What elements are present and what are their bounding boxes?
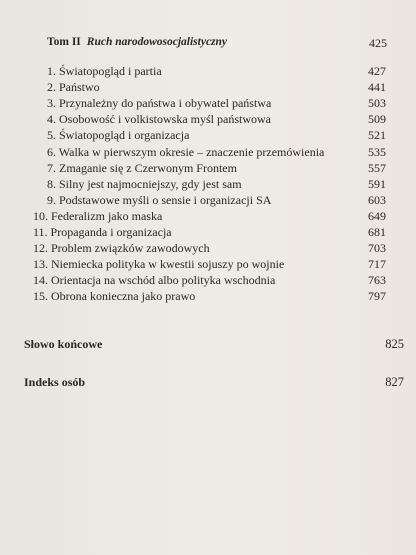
chapter-title: 12. Problem związków zawodowych xyxy=(33,241,210,256)
chapter-page-number: 535 xyxy=(368,144,386,159)
chapter-page-number: 427 xyxy=(368,64,386,78)
afterword-page: 825 xyxy=(385,337,404,351)
chapter-page-number: 521 xyxy=(368,128,386,143)
chapter-title: 5. Światopogląd i organizacja xyxy=(47,128,190,143)
chapter-title: 11. Propaganda i organizacja xyxy=(33,225,172,239)
chapter-page-number: 717 xyxy=(368,257,386,272)
chapter-row xyxy=(47,128,392,145)
chapter-row xyxy=(33,273,392,290)
chapter-title: 4. Osobowość i volkistowska myśl państwowa xyxy=(47,112,271,127)
chapter-row xyxy=(47,161,392,178)
chapter-title: 8. Silny jest najmocniejszy, gdy jest sam xyxy=(47,176,242,191)
chapter-page-number: 509 xyxy=(368,112,386,127)
index-page: 827 xyxy=(385,375,404,389)
chapter-page-number: 681 xyxy=(368,225,386,239)
afterword-label: Słowo końcowe xyxy=(24,337,103,351)
chapter-page-number: 603 xyxy=(368,192,386,207)
chapter-title: 7. Zmaganie się z Czerwonym Frontem xyxy=(47,160,237,175)
chapter-row xyxy=(47,112,392,129)
chapter-title: 2. Państwo xyxy=(47,80,100,95)
chapter-row xyxy=(33,209,392,226)
tome-label: Tom II xyxy=(47,36,81,48)
chapter-title: 15. Obrona konieczna jako prawo xyxy=(33,289,196,304)
chapter-page-number: 649 xyxy=(368,208,386,223)
chapter-page-number: 703 xyxy=(368,241,386,256)
chapter-title: 6. Walka w pierwszym okresie – znaczenie przemówienia xyxy=(47,144,325,159)
chapter-page-number: 503 xyxy=(368,96,386,111)
chapter-row xyxy=(47,64,392,81)
chapter-title: 10. Federalizm jako maska xyxy=(33,208,163,223)
chapter-title: 14. Orientacja na wschód albo polityka wschodnia xyxy=(33,273,276,288)
chapter-page-number: 441 xyxy=(368,80,386,95)
chapter-page-number: 763 xyxy=(368,273,386,288)
chapter-row xyxy=(47,193,392,210)
chapter-page-number: 797 xyxy=(368,289,386,304)
chapter-row xyxy=(47,80,392,97)
chapter-row xyxy=(47,177,392,194)
part-heading xyxy=(47,36,387,48)
chapter-page-number: 591 xyxy=(368,176,386,191)
index-label: Indeks osób xyxy=(24,375,86,389)
chapter-row xyxy=(33,257,392,274)
chapter-title: 13. Niemiecka polityka w kwestii sojuszy po wojnie xyxy=(33,257,285,272)
chapter-row xyxy=(33,225,392,242)
chapter-row xyxy=(47,96,392,113)
chapter-title: 1. Światopogląd i partia xyxy=(47,64,162,78)
part-subtitle: Ruch narodowosocjalistyczny xyxy=(86,36,228,48)
chapter-row xyxy=(33,289,392,306)
chapter-title: 9. Podstawowe myśli o sensie i organizacji SA xyxy=(47,192,272,207)
chapter-row xyxy=(47,145,392,162)
chapter-page-number: 557 xyxy=(368,160,386,175)
part-page-number: 425 xyxy=(369,36,387,50)
chapter-row xyxy=(33,241,392,258)
chapter-title: 3. Przynależny do państwa i obywatel państwa xyxy=(47,96,272,111)
